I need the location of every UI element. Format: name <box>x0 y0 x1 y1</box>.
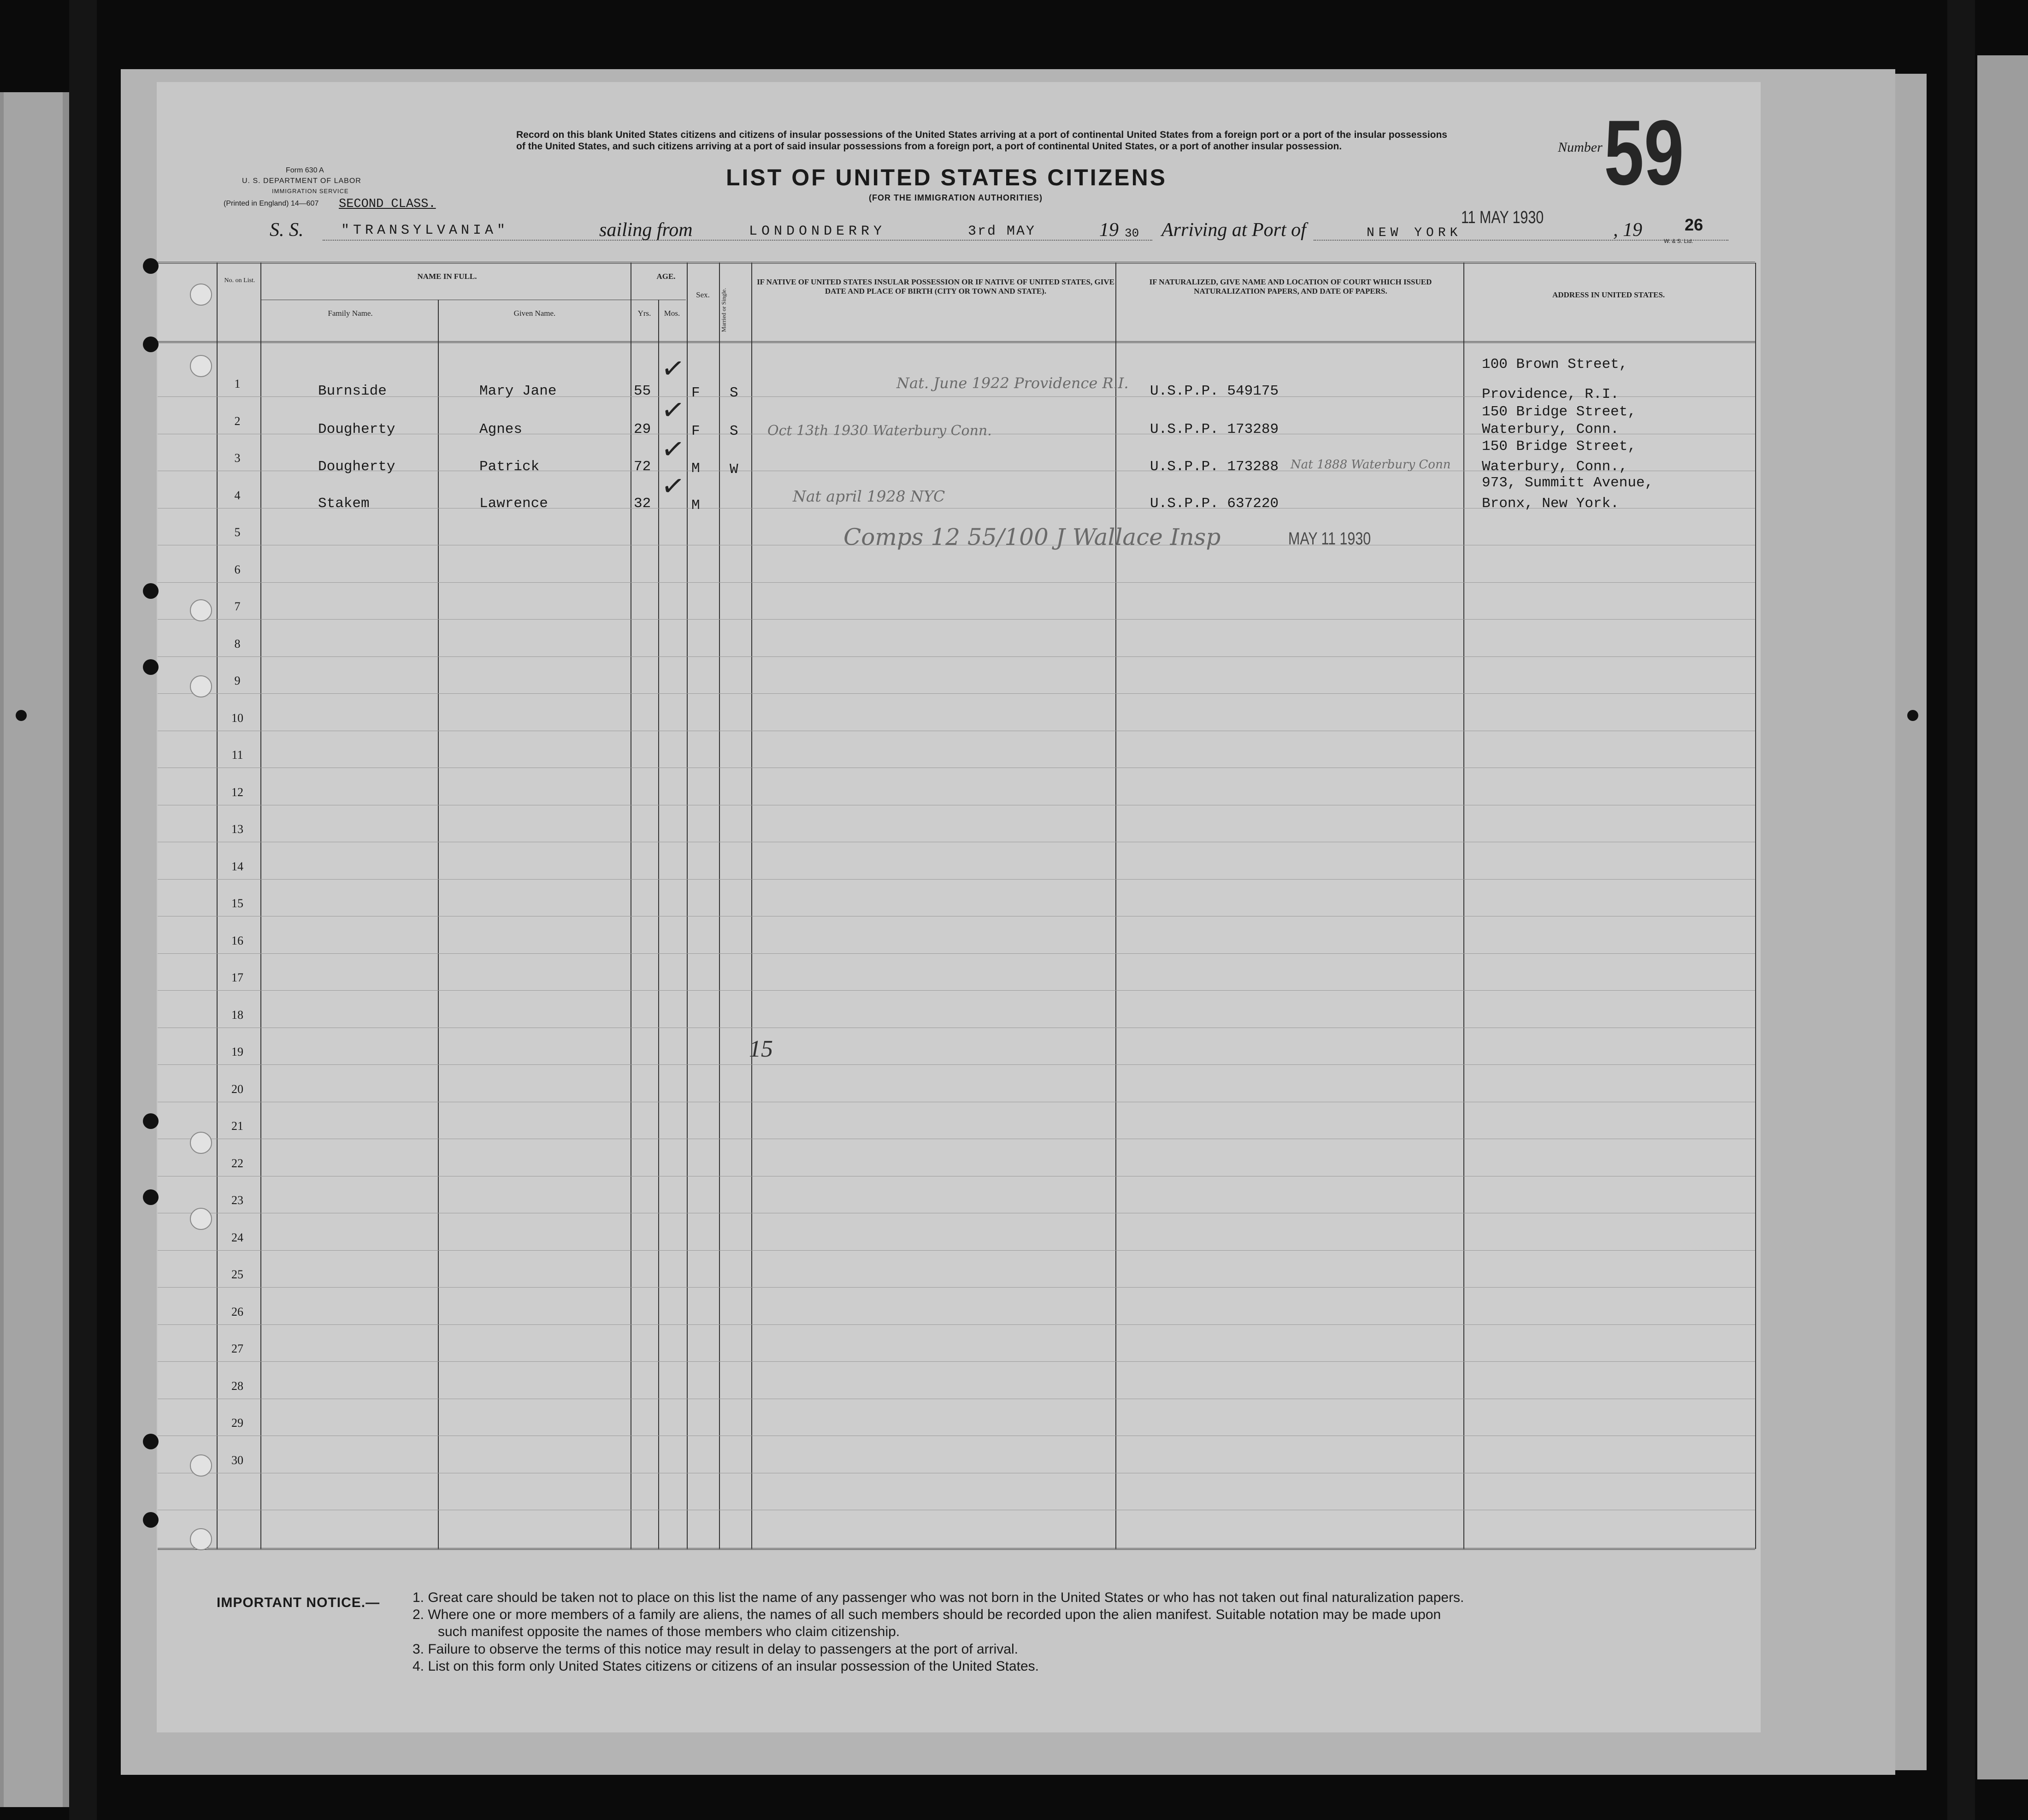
address-line: 100 Brown Street, <box>1482 356 1628 372</box>
sex: F <box>691 423 700 439</box>
row-number: 27 <box>231 1342 243 1355</box>
native-note: Oct 13th 1930 Waterbury Conn. <box>767 423 992 439</box>
age-years: 72 <box>634 459 651 475</box>
papers-number: U.S.P.P. 173288 <box>1150 459 1279 475</box>
arrival-year-suffix: 26 <box>1685 215 1704 234</box>
form-number: Form 630 A <box>286 166 324 174</box>
header-bottom-rule <box>158 341 1755 343</box>
row-number: 21 <box>231 1119 243 1133</box>
row-rule <box>158 693 1755 694</box>
tick-mark: ✓ <box>659 431 687 467</box>
address-city: Bronx, New York. <box>1482 496 1619 512</box>
header-address: ADDRESS IN UNITED STATES. <box>1552 290 1665 299</box>
family-name: Dougherty <box>318 459 395 475</box>
sex: F <box>691 385 700 401</box>
arrival-port: NEW YORK <box>1367 226 1462 240</box>
row-number: 10 <box>231 711 243 725</box>
row-number: 1 <box>234 377 241 390</box>
row-number: 30 <box>231 1454 243 1467</box>
adjacent-page-left <box>0 92 69 1807</box>
binder-hole-dark <box>16 710 27 721</box>
row-rule <box>158 953 1755 954</box>
row-number: 15 <box>231 897 243 910</box>
marital-status: W <box>730 461 738 478</box>
sex: M <box>691 461 700 477</box>
notice-item: 4. List on this form only United States citizens or citizens of an insular possession of the United States. <box>413 1659 1039 1674</box>
header-mos: Mos. <box>664 309 680 318</box>
binder-hole <box>190 355 212 377</box>
row-rule <box>158 990 1755 991</box>
binder-hole-dark <box>143 337 159 352</box>
native-note: Nat april 1928 NYC <box>793 487 945 505</box>
address-line: 150 Bridge Street, <box>1482 438 1636 455</box>
header-naturalized: IF NATURALIZED, GIVE NAME AND LOCATION OF COURT WHICH ISSUED NATURALIZATION PAPERS, AND DATE OF PAPERS. <box>1149 278 1432 295</box>
row-rule <box>158 1361 1755 1362</box>
row-rule <box>158 1064 1755 1065</box>
age-years: 32 <box>634 496 651 512</box>
binder-hole <box>190 1208 212 1230</box>
header-given-name: Given Name. <box>513 309 556 318</box>
binder-hole <box>190 1132 212 1154</box>
service-name: IMMIGRATION SERVICE <box>272 188 349 195</box>
port-line <box>1314 240 1728 241</box>
notice-heading: IMPORTANT NOTICE.— <box>217 1595 380 1610</box>
binding-spine-right <box>1947 0 1975 1820</box>
row-number: 9 <box>234 674 241 687</box>
page-subtitle: (FOR THE IMMIGRATION AUTHORITIES) <box>869 193 1043 202</box>
family-name: Stakem <box>318 496 370 512</box>
marital-status: S <box>730 385 738 401</box>
row-number: 28 <box>231 1379 243 1393</box>
native-note: Nat. June 1922 Providence R.I. <box>896 374 1129 392</box>
row-number: 7 <box>234 600 241 613</box>
row-number: 14 <box>231 860 243 873</box>
arrival-stamp: 11 MAY 1930 <box>1461 208 1544 227</box>
header-no: No. on List. <box>224 277 255 284</box>
pencil-number: 15 <box>749 1036 773 1062</box>
col-divider <box>719 263 720 1549</box>
given-name: Agnes <box>479 421 523 437</box>
binder-hole-dark <box>143 1512 159 1528</box>
row-rule <box>158 879 1755 880</box>
row-number: 13 <box>231 822 243 836</box>
row-number: 3 <box>234 451 241 465</box>
row-number: 12 <box>231 786 243 799</box>
address-city: Waterbury, Conn. <box>1482 421 1619 437</box>
manifest-grid <box>158 263 1755 1549</box>
given-name: Mary Jane <box>479 383 557 399</box>
row-number: 17 <box>231 971 243 984</box>
row-number: 16 <box>231 934 243 947</box>
binder-hole <box>190 1454 212 1477</box>
age-years: 55 <box>634 383 651 399</box>
row-number: 26 <box>231 1305 243 1318</box>
family-name: Dougherty <box>318 421 395 437</box>
tick-mark: ✓ <box>659 468 687 504</box>
department-name: U. S. DEPARTMENT OF LABOR <box>242 177 361 185</box>
row-rule <box>158 1287 1755 1288</box>
binder-hole-dark <box>143 1189 159 1205</box>
given-name: Lawrence <box>479 496 548 512</box>
col-divider <box>260 263 261 1549</box>
header-married: Married or Single. <box>720 288 727 332</box>
row-rule <box>158 619 1755 620</box>
row-number: 29 <box>231 1416 243 1430</box>
col-divider <box>1115 263 1116 1549</box>
notice-item: 3. Failure to observe the terms of this notice may result in delay to passengers at the port of arrival. <box>413 1642 1018 1657</box>
row-number: 6 <box>234 563 241 576</box>
printer-mark: W. & S. Ltd. <box>1664 238 1693 244</box>
row-rule <box>158 582 1755 583</box>
arrival-year-prefix: , 19 <box>1613 219 1642 241</box>
row-number: 22 <box>231 1157 243 1170</box>
col-divider <box>751 263 752 1549</box>
row-number: 5 <box>234 526 241 539</box>
binder-hole-dark <box>143 1113 159 1129</box>
papers-number: U.S.P.P. 637220 <box>1150 496 1279 512</box>
notice-item: 2. Where one or more members of a family are aliens, the names of all such members should be recorded upon the alien manifest. Suitable notation may be made upon <box>413 1607 1441 1622</box>
row-number: 11 <box>231 748 243 762</box>
binder-hole-dark <box>143 583 159 599</box>
address-city: Providence, R.I. <box>1482 386 1619 402</box>
tick-mark: ✓ <box>659 351 687 387</box>
binder-hole-dark <box>143 1434 159 1449</box>
sailing-label: sailing from <box>599 219 693 241</box>
class-label: SECOND CLASS. <box>339 197 436 211</box>
binder-hole <box>190 599 212 621</box>
binder-hole <box>190 1528 212 1550</box>
row-number: 4 <box>234 489 241 502</box>
notice-item: such manifest opposite the names of those members who claim citizenship. <box>438 1624 900 1639</box>
arriving-label: Arriving at Port of <box>1161 219 1306 241</box>
row-number: 18 <box>231 1008 243 1022</box>
row-number: 20 <box>231 1082 243 1096</box>
year-prefix: 19 <box>1099 219 1119 241</box>
binder-hole <box>190 675 212 697</box>
header-sex: Sex. <box>696 290 710 299</box>
age-years: 29 <box>634 421 651 437</box>
grid-top-rule <box>158 262 1755 264</box>
row-number: 8 <box>234 637 241 650</box>
row-number: 23 <box>231 1194 243 1207</box>
address-city: Waterbury, Conn., <box>1482 459 1628 475</box>
row-rule <box>158 1250 1755 1251</box>
departure-date: 3rd MAY <box>968 224 1036 239</box>
tick-mark: ✓ <box>659 392 687 428</box>
binder-hole-dark <box>1907 710 1918 721</box>
marital-status: S <box>730 423 738 439</box>
papers-number: U.S.P.P. 549175 <box>1150 383 1279 399</box>
col-divider <box>1755 263 1756 1549</box>
row-number: 2 <box>234 414 241 428</box>
header-yrs: Yrs. <box>637 309 651 318</box>
col-divider <box>687 263 688 1549</box>
header-age: AGE. <box>656 272 676 281</box>
binder-hole <box>190 284 212 306</box>
col-divider <box>1463 263 1464 1549</box>
ss-label: S. S. <box>270 219 304 241</box>
row-rule <box>158 656 1755 657</box>
inspection-note: Comps 12 55/100 J Wallace Insp <box>843 524 1221 550</box>
binding-spine <box>69 0 97 1820</box>
header-name-in-full: NAME IN FULL. <box>417 272 477 281</box>
ship-line <box>323 240 1152 241</box>
binder-hole-dark <box>143 258 159 274</box>
page-title: LIST OF UNITED STATES CITIZENS <box>726 165 1167 190</box>
printed-note: (Printed in England) 14—607 <box>224 200 319 207</box>
row-number: 19 <box>231 1045 243 1058</box>
record-instructions: Record on this blank United States citizens and citizens of insular possessions of the United States arriving at a port of continental United States from a foreign port or a port of the insular possessions of the United States, and such citizens arriving at a port of said insular possessions from a foreign port, a port of continental United States, or a port of another insular possession. <box>516 130 1447 152</box>
header-family-name: Family Name. <box>328 309 373 318</box>
row-number: 24 <box>231 1231 243 1244</box>
given-name: Patrick <box>479 459 540 475</box>
number-label: Number <box>1558 140 1603 155</box>
departure-port: LONDONDERRY <box>749 224 886 239</box>
row-number: 25 <box>231 1268 243 1281</box>
row-rule <box>158 1324 1755 1325</box>
binder-hole-dark <box>143 659 159 675</box>
family-name: Burnside <box>318 383 387 399</box>
list-number: 59 <box>1604 101 1684 204</box>
papers-number: U.S.P.P. 173289 <box>1150 421 1279 437</box>
ship-name: "TRANSYLVANIA" <box>341 223 509 238</box>
notice-item: 1. Great care should be taken not to place on this list the name of any passenger who was not born in the United States or who has not taken out final naturalization papers. <box>413 1590 1464 1605</box>
header-native: IF NATIVE OF UNITED STATES INSULAR POSSESSION OR IF NATIVE OF UNITED STATES, GIVE DATE AND PLACE OF BIRTH (CITY OR TOWN AND STATE). <box>757 278 1114 295</box>
adjacent-page-right <box>1977 55 2028 1779</box>
grid-bottom-rule <box>158 1548 1755 1550</box>
address-line: 150 Bridge Street, <box>1482 404 1636 420</box>
sex: M <box>691 497 700 514</box>
address-line: 973, Summitt Avenue, <box>1482 475 1654 491</box>
inspection-stamp: MAY 11 1930 <box>1288 529 1371 549</box>
year-suffix: 30 <box>1125 226 1139 240</box>
papers-note: Nat 1888 Waterbury Conn <box>1291 458 1451 472</box>
